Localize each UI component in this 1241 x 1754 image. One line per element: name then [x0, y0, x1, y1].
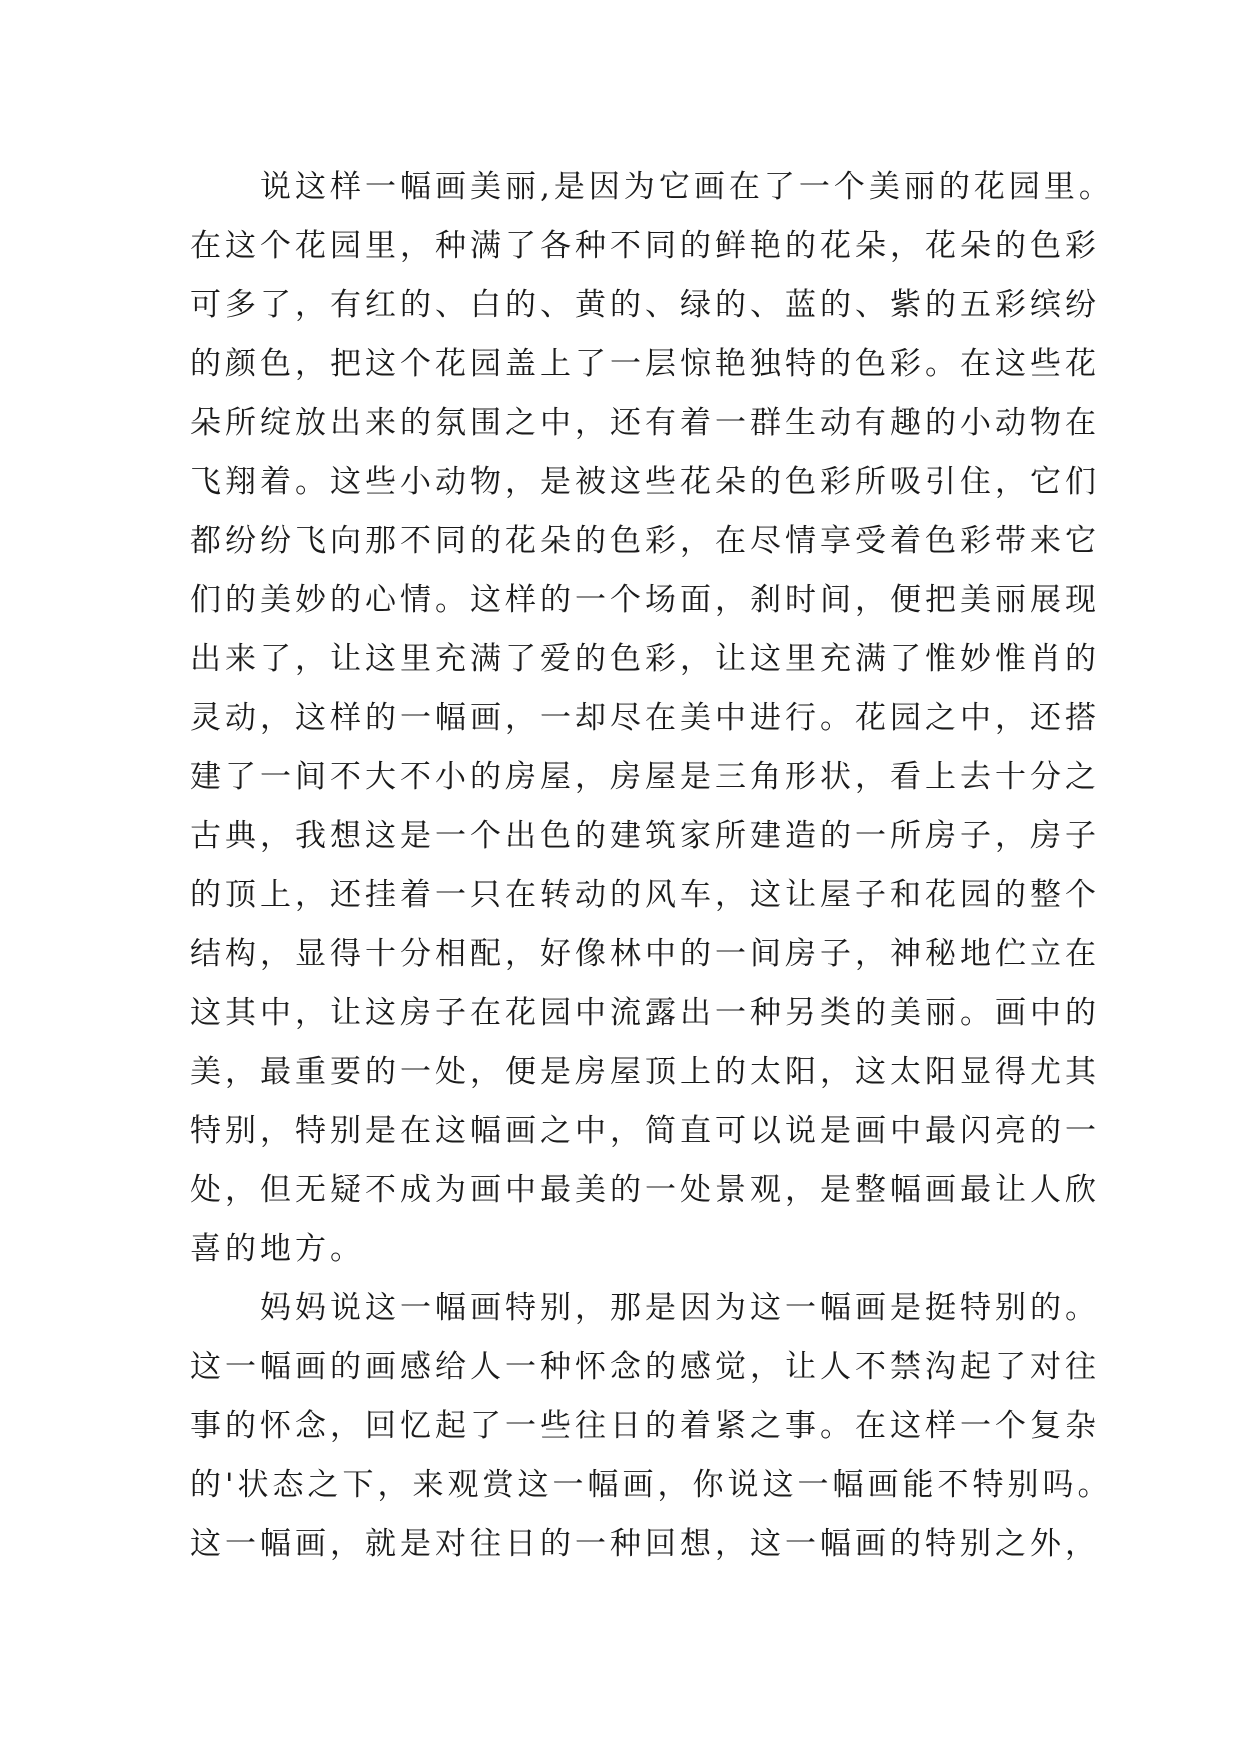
text-line: 的顶上，还挂着一只在转动的风车，这让屋子和花园的整个	[190, 877, 1100, 913]
text-line: 妈妈说这一幅画特别，那是因为这一幅画是挺特别的。	[260, 1290, 1100, 1326]
text-line: 结构，显得十分相配，好像林中的一间房子，神秘地伫立在	[190, 936, 1100, 972]
text-line: 这其中，让这房子在花园中流露出一种另类的美丽。画中的	[190, 995, 1100, 1031]
text-line: 朵所绽放出来的氛围之中，还有着一群生动有趣的小动物在	[190, 405, 1100, 441]
text-line: 们的美妙的心情。这样的一个场面，刹时间，便把美丽展现	[190, 582, 1100, 618]
text-line: 喜的地方。	[190, 1231, 365, 1267]
text-line: 美，最重要的一处，便是房屋顶上的太阳，这太阳显得尤其	[190, 1054, 1100, 1090]
text-line: 的'状态之下，来观赏这一幅画，你说这一幅画能不特别吗。	[190, 1467, 1113, 1503]
text-line: 古典，我想这是一个出色的建筑家所建造的一所房子，房子	[190, 818, 1100, 854]
text-line: 在这个花园里，种满了各种不同的鲜艳的花朵，花朵的色彩	[190, 228, 1100, 264]
text-line: 建了一间不大不小的房屋，房屋是三角形状，看上去十分之	[190, 759, 1100, 795]
text-line: 灵动，这样的一幅画，一却尽在美中进行。花园之中，还搭	[190, 700, 1100, 736]
text-line: 事的怀念，回忆起了一些往日的着紧之事。在这样一个复杂	[190, 1408, 1100, 1444]
text-line: 可多了，有红的、白的、黄的、绿的、蓝的、紫的五彩缤纷	[190, 287, 1100, 323]
text-line: 飞翔着。这些小动物，是被这些花朵的色彩所吸引住，它们	[190, 464, 1100, 500]
text-line: 特别，特别是在这幅画之中，简直可以说是画中最闪亮的一	[190, 1113, 1100, 1149]
text-line: 说这样一幅画美丽,是因为它画在了一个美丽的花园里。	[260, 169, 1114, 205]
paragraph-2	[190, 1279, 1113, 1574]
text-line: 处，但无疑不成为画中最美的一处景观，是整幅画最让人欣	[190, 1172, 1100, 1208]
document-body	[190, 158, 1114, 1574]
paragraph-1	[190, 158, 1114, 1279]
text-line: 这一幅画的画感给人一种怀念的感觉，让人不禁沟起了对往	[190, 1349, 1100, 1385]
text-line: 这一幅画，就是对往日的一种回想，这一幅画的特别之外，	[190, 1526, 1100, 1562]
text-line: 的颜色，把这个花园盖上了一层惊艳独特的色彩。在这些花	[190, 346, 1100, 382]
text-line: 都纷纷飞向那不同的花朵的色彩，在尽情享受着色彩带来它	[190, 523, 1100, 559]
text-line: 出来了，让这里充满了爱的色彩，让这里充满了惟妙惟肖的	[190, 641, 1100, 677]
